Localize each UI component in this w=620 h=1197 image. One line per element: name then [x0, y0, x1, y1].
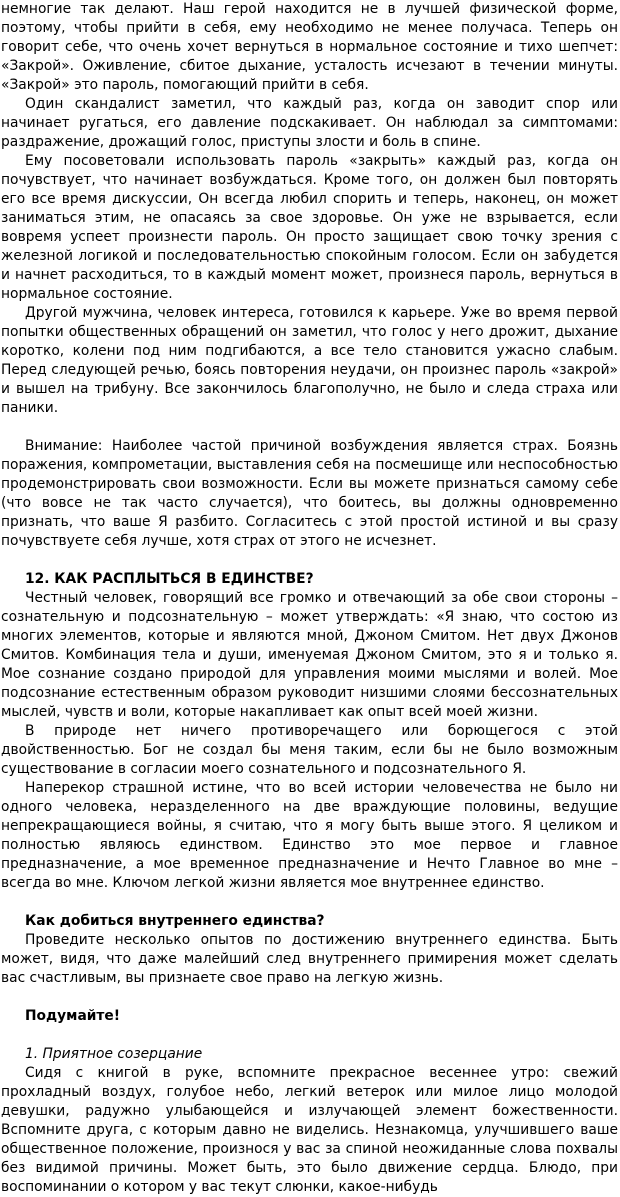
paragraph-2: Один скандалист заметил, что каждый раз, когда он заводит спор или начинает ругаться, его давление подскакивает. Он наблюдал за симптомами: раздражение, дрожащий голос, приступы злости и боль в спине.: [1, 96, 618, 150]
paragraph-3: Ему посоветовали использовать пароль «закрыть» каждый раз, когда он почувствует, что начинает возбуждаться. Кроме того, он должен был повторять его все время дискуссии, Он всегда любил спорить и теперь, наконец, он может заниматься этим, не опасаясь за свое здоровье. Он уже не взрывается, если вовремя успеет произнести пароль. Он просто защищает свою точку зрения с железной логикой и последовательностью спокойным голосом. Если он забудется и начнет расходиться, то в каждый момент может, произнеся пароль, вернуться в нормальное состояние.: [1, 153, 618, 302]
spacer: [1, 551, 618, 570]
paragraph-10: Сидя с книгой в руке, вспомните прекрасное весеннее утро: свежий прохладный воздух, голубое небо, легкий ветерок или милое лицо молодой девушки, радужно улыбающейся и излучающей элемент божественности. Вспомните друга, с которым давно не виделись. Незнакомца, улучшившего ваше общественное положение, произнося у вас за спиной неожиданные слова похвалы без видимой причины. Может быть, это было движение сердца. Блюдо, при воспоминании о котором у вас текут слюнки, какое-нибудь: [1, 1065, 618, 1195]
spacer: [1, 988, 618, 1007]
paragraph-7: В природе нет ничего противоречащего или борющегося с этой двойственностью. Бог не создал бы меня таким, если бы не было возможным существование в согласии моего сознательного и подсознательного Я.: [1, 723, 618, 777]
spacer: [1, 1026, 618, 1045]
subheading-think: Подумайте!: [25, 1008, 121, 1024]
paragraph-9: Проведите несколько опытов по достижению внутреннего единства. Быть может, видя, что даже малейший след внутреннего примирения может сделать вас счастливым, вы признаете свое право на легкую жизнь.: [1, 932, 618, 986]
subheading-unity: Как добиться внутреннего единства?: [25, 913, 325, 929]
paragraph-1: немногие так делают. Наш герой находится не в лучшей физической форме, поэтому, чтобы прийти в себя, ему необходимо не менее получаса. Теперь он говорит себе, что очень хочет вернуться в нормальное состояние и тихо шепчет: «Закрой». Оживление, сбитое дыхание, усталость исчезают в течении минуты. «Закрой» это пароль, помогающий прийти в себя.: [1, 1, 618, 93]
paragraph-attention: Внимание: Наиболее частой причиной возбуждения является страх. Боязнь поражения, компрометации, выставления себя на посмешище или неспособностью продемонстрировать свои возможности. Если вы можете признаться самому себе (что вовсе не так часто случается), что боитесь, вы должны одновременно признать, что ваше Я разбито. Согласитесь с этой простой истиной и вы сразу почувствуете себя лучше, хотя страх от этого не исчезнет.: [1, 438, 618, 549]
spacer: [1, 418, 618, 437]
paragraph-8: Наперекор страшной истине, что во всей истории человечества не было ни одного человека, неразделенного на две враждующие половины, ведущие непрекращающиеся войны, я считаю, что я могу быть выше этого. Я целиком и полностью являюсь единством. Единство это мое первое и главное предназначение, а мое временное предназначение и Нечто Главное во мне – всегда во мне. Ключом легкой жизни является мое внутреннее единство.: [1, 780, 618, 891]
paragraph-4: Другой мужчина, человек интереса, готовился к карьере. Уже во время первой попытки общественных обращений он заметил, что голос у него дрожит, дыхание коротко, колени под ним подгибаются, а все тело становится ужасно слабым. Перед следующей речью, боясь повторения неудачи, он произнес пароль «закрой» и вышел на трибуну. Все закончилось благополучно, не было и следа страха или паники.: [1, 305, 618, 416]
section-heading-12: 12. КАК РАСПЛЫТЬСЯ В ЕДИНСТВЕ?: [25, 571, 314, 587]
spacer: [1, 893, 618, 912]
paragraph-6: Честный человек, говорящий все громко и отвечающий за обе свои стороны – сознательную и подсознательную – может утверждать: «Я знаю, что состою из многих элементов, которые и являются мной, Джоном Смитом. Нет двух Джонов Смитов. Комбинация тела и души, именуемая Джоном Смитом, это я и только я. Мое сознание создано природой для управления моими мыслями и волей. Мое подсознание естественным образом руководит низшими слоями бессознательных мыслей, чувств и воли, которые накапливает как опыт всей моей жизни.: [1, 590, 618, 720]
subheading-pleasant-contemplation: 1. Приятное созерцание: [25, 1046, 203, 1062]
